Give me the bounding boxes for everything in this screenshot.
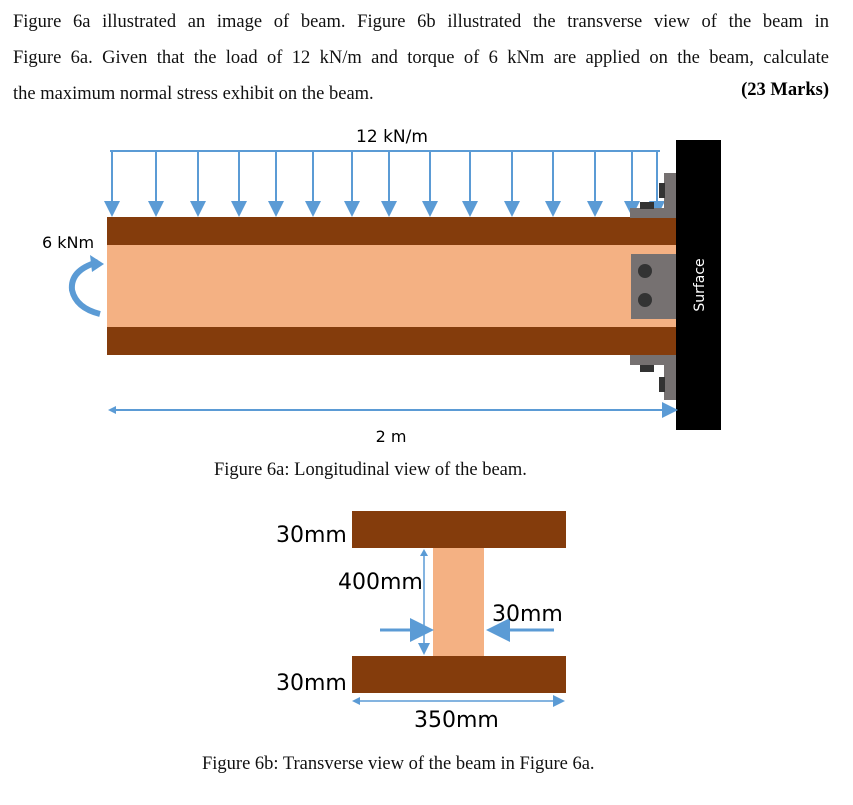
question-line: Figure 6a. Given that the load of 12 kN/m and torque of 6 kNm are applied on the beam, calculate — [13, 48, 829, 68]
bottom-flange-label: 30mm — [276, 671, 347, 696]
web-thickness-label: 30mm — [492, 602, 563, 627]
figure-6a-caption: Figure 6a: Longitudinal view of the beam. — [214, 460, 527, 480]
support-bracket — [630, 173, 676, 400]
question-line: the maximum normal stress exhibit on the beam. — [13, 84, 374, 104]
top-flange-label: 30mm — [276, 523, 347, 548]
marks-label: (23 Marks) — [741, 80, 829, 100]
section-top-flange — [352, 511, 566, 548]
width-label: 350mm — [414, 708, 499, 733]
question-line: Figure 6a illustrated an image of beam. Figure 6b illustrated the transverse view of the beam in — [13, 12, 829, 32]
beam-bottom-flange — [107, 327, 676, 355]
figure-6b-caption: Figure 6b: Transverse view of the beam in Figure 6a. — [202, 754, 595, 774]
figure-6b-drawing — [276, 511, 566, 733]
torque-arrow-icon — [72, 262, 100, 314]
load-label: 12 kN/m — [356, 127, 428, 147]
torque-label: 6 kNm — [42, 233, 95, 252]
section-bottom-flange — [352, 656, 566, 693]
beam-web — [107, 245, 676, 327]
section-web — [433, 548, 484, 656]
wall-label: Surface — [692, 258, 708, 312]
length-label: 2 m — [375, 427, 407, 446]
web-height-label: 400mm — [338, 570, 423, 595]
distributed-load-arrows — [110, 151, 660, 213]
beam-top-flange — [107, 217, 676, 245]
